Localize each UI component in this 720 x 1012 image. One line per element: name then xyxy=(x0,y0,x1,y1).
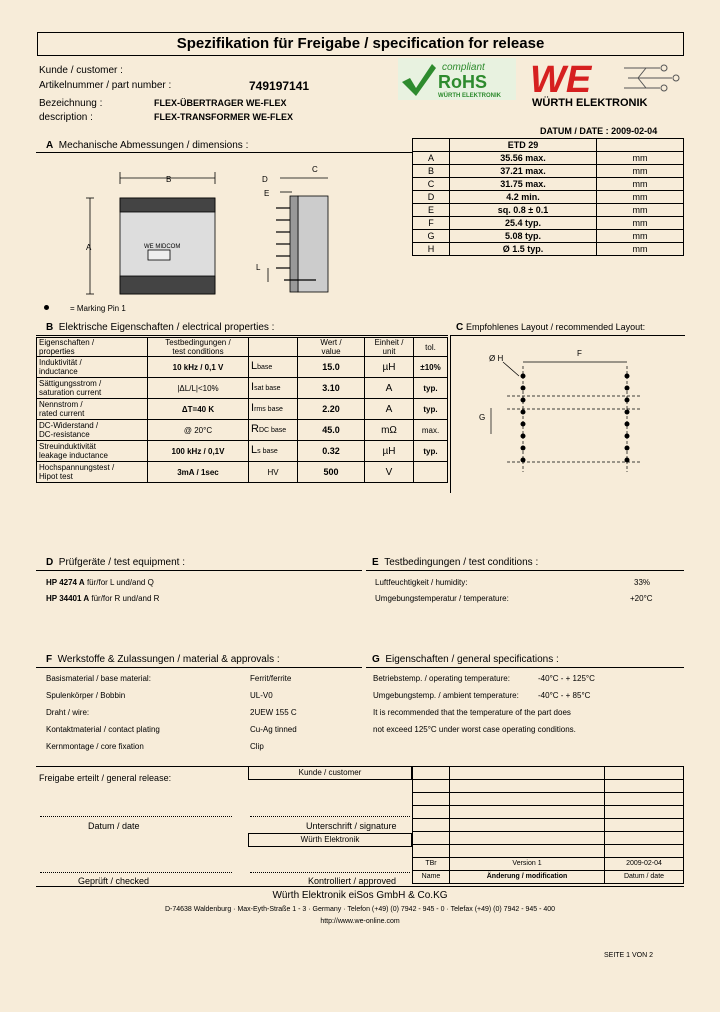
test-condition-label: Umgebungstemperatur / temperature: xyxy=(375,594,509,603)
rohs-sub-text: WÜRTH ELEKTRONIK xyxy=(438,93,501,99)
material-value: UL-V0 xyxy=(250,691,273,700)
material-label: Basismaterial / base material: xyxy=(46,674,151,683)
marking-text: WE MIDCOM xyxy=(144,244,181,250)
pad-dots-icon xyxy=(521,374,630,463)
marking-note: = Marking Pin 1 xyxy=(70,304,126,313)
test-condition-value: +20°C xyxy=(630,594,653,603)
layout-label-h: Ø H xyxy=(489,354,504,363)
electrical-row: Hochspannungstest / Hipot test 3mA / 1sec HV 500 V xyxy=(37,462,448,483)
spec-label: Betriebstemp. / operating temperature: xyxy=(373,674,510,683)
test-condition-value: 33% xyxy=(634,578,651,587)
dim-row: A 35.56 max. mm xyxy=(413,152,684,165)
dim-row: H Ø 1.5 typ. mm xyxy=(413,243,684,256)
designation-label: Bezeichnung : xyxy=(39,98,103,109)
material-value: 2UEW 155 C xyxy=(250,708,297,717)
material-value: Clip xyxy=(250,742,264,751)
dimension-table xyxy=(412,138,684,256)
footer-address: D-74638 Waldenburg · Max-Eyth-Straße 1 - 3 · Germany · Telefon (+49) (0) 7942 - 945 - 0 · Telefax (+49) (0) 7942 - 945 - 400 xyxy=(164,906,556,913)
layout-drawing xyxy=(450,335,685,493)
page-title: Spezifikation für Freigabe / specification for release xyxy=(37,32,684,56)
signature-caption: Unterschrift / signature xyxy=(306,821,397,831)
test-condition-label: Luftfeuchtigkeit / humidity: xyxy=(375,578,468,587)
rohs-compliant-text: compliant xyxy=(442,62,485,73)
section-g-title: G Eigenschaften / general specifications : xyxy=(372,654,559,665)
material-label: Kontaktmaterial / contact plating xyxy=(46,725,160,734)
dim-label-d: D xyxy=(262,175,268,184)
customer-label: Kunde / customer : xyxy=(39,65,123,76)
general-release-label: Freigabe erteilt / general release: xyxy=(39,773,172,783)
page-number: SEITE 1 VON 2 xyxy=(604,952,654,959)
dim-row: C 31.75 max. mm xyxy=(413,178,684,191)
section-d-title: D Prüfgeräte / test equipment : xyxy=(46,557,185,568)
description-value: FLEX-TRANSFORMER WE-FLEX xyxy=(154,112,293,122)
section-b-title: B Elektrische Eigenschaften / electrical properties : xyxy=(46,322,275,333)
layout-label-f: F xyxy=(577,349,582,358)
revision-table xyxy=(412,766,684,884)
electrical-row: Sättigungsstrom / saturation current |ΔL/L|<10% Isat base 3.10 A typ. xyxy=(37,378,448,399)
dim-row: F 25.4 typ. mm xyxy=(413,217,684,230)
test-equipment-item: HP 4274 A für/for L und/and Q xyxy=(46,578,154,587)
dim-row: D 4.2 min. mm xyxy=(413,191,684,204)
date-caption: Datum / date xyxy=(88,821,140,831)
customer-header: Kunde / customer xyxy=(248,766,412,780)
electrical-row: Nennstrom / rated current ΔT=40 K Irms base 2.20 A typ. xyxy=(37,399,448,420)
layout-label-g: G xyxy=(479,413,486,422)
part-number-label: Artikelnummer / part number : xyxy=(39,80,172,91)
material-value: Ferrit/ferrite xyxy=(250,674,292,683)
rohs-logo xyxy=(398,58,516,100)
material-label: Spulenkörper / Bobbin xyxy=(46,691,126,700)
we-logo xyxy=(528,58,684,110)
we-logo-text: WE xyxy=(530,59,592,101)
spec-value: -40°C - + 85°C xyxy=(538,691,591,700)
dim-label-c: C xyxy=(312,165,318,174)
we-header: Würth Elektronik xyxy=(248,833,412,847)
material-label: Draht / wire: xyxy=(46,708,90,717)
electrical-table: Eigenschaften / properties Testbedingungen / test conditions Wert / value Einheit / unit tol. Induktivität / inductance 10 kHz / 0,1 V Lbase 15.0 µH ±10% Sättigungsstrom / saturation current |ΔL/L|<10% Isat base 3.10 A typ. Nennstrom / rated current ΔT=40 K Irms base 2.20 A typ. DC-Widerstand / DC-resistance @ 20°C RDC base 45.0 mΩ max. Streuinduktivität leakage inductance 100 kHz / 0,1V Ls base 0.32 µH typ. Hochspannungstest / Hipot test 3mA / 1sec HV 500 V xyxy=(36,337,448,483)
approved-caption: Kontrolliert / approved xyxy=(308,876,397,886)
electrical-row: DC-Widerstand / DC-resistance @ 20°C RDC base 45.0 mΩ max. xyxy=(37,420,448,441)
description-label: description : xyxy=(39,112,93,123)
dim-row: B 37.21 max. mm xyxy=(413,165,684,178)
we-circuit-icon xyxy=(624,65,679,91)
spec-note: not exceed 125°C under worst case operating conditions. xyxy=(373,725,576,734)
date-label: DATUM / DATE : 2009-02-04 xyxy=(540,126,658,136)
test-equipment-item: HP 34401 A für/for R und/and R xyxy=(46,594,160,603)
dim-row: E sq. 0.8 ± 0.1 mm xyxy=(413,204,684,217)
revision-header-row: Name Änderung / modification Datum / date xyxy=(413,871,684,884)
spec-label: Umgebungstemp. / ambient temperature: xyxy=(373,691,519,700)
footer-web[interactable]: http://www.we-online.com xyxy=(320,918,400,925)
dim-label-e: E xyxy=(264,189,270,198)
spec-value: -40°C - + 125°C xyxy=(538,674,595,683)
part-number: 749197141 xyxy=(249,79,310,93)
rohs-text: RoHS xyxy=(438,72,487,92)
core-type: ETD 29 xyxy=(450,139,597,152)
electrical-row: Streuinduktivität leakage inductance 100 kHz / 0,1V Ls base 0.32 µH typ. xyxy=(37,441,448,462)
section-c-title: C Empfohlenes Layout / recommended Layout: xyxy=(456,322,646,333)
section-f-title: F Werkstoffe & Zulassungen / material & approvals : xyxy=(46,654,280,665)
mechanical-drawing xyxy=(80,158,370,298)
revision-row: TBr Version 1 2009-02-04 xyxy=(413,858,684,871)
footer-company: Würth Elektronik eiSos GmbH & Co.KG xyxy=(272,890,448,901)
spec-note: It is recommended that the temperature of the part does xyxy=(373,708,571,717)
section-a-title: A Mechanische Abmessungen / dimensions : xyxy=(46,140,249,151)
dim-label-a: A xyxy=(86,243,92,252)
dim-row: G 5.08 typ. mm xyxy=(413,230,684,243)
designation-value: FLEX-ÜBERTRAGER WE-FLEX xyxy=(154,98,287,108)
section-e-title: E Testbedingungen / test conditions : xyxy=(372,557,539,568)
dim-label-b: B xyxy=(166,175,172,184)
material-value: Cu-Ag tinned xyxy=(250,725,297,734)
checked-caption: Geprüft / checked xyxy=(78,876,150,886)
electrical-row: Induktivität / inductance 10 kHz / 0,1 V Lbase 15.0 µH ±10% xyxy=(37,357,448,378)
marking-pin-dot-icon xyxy=(44,305,49,310)
dim-label-l: L xyxy=(256,263,261,272)
material-label: Kernmontage / core fixation xyxy=(46,742,144,751)
we-name-text: WÜRTH ELEKTRONIK xyxy=(532,97,648,109)
